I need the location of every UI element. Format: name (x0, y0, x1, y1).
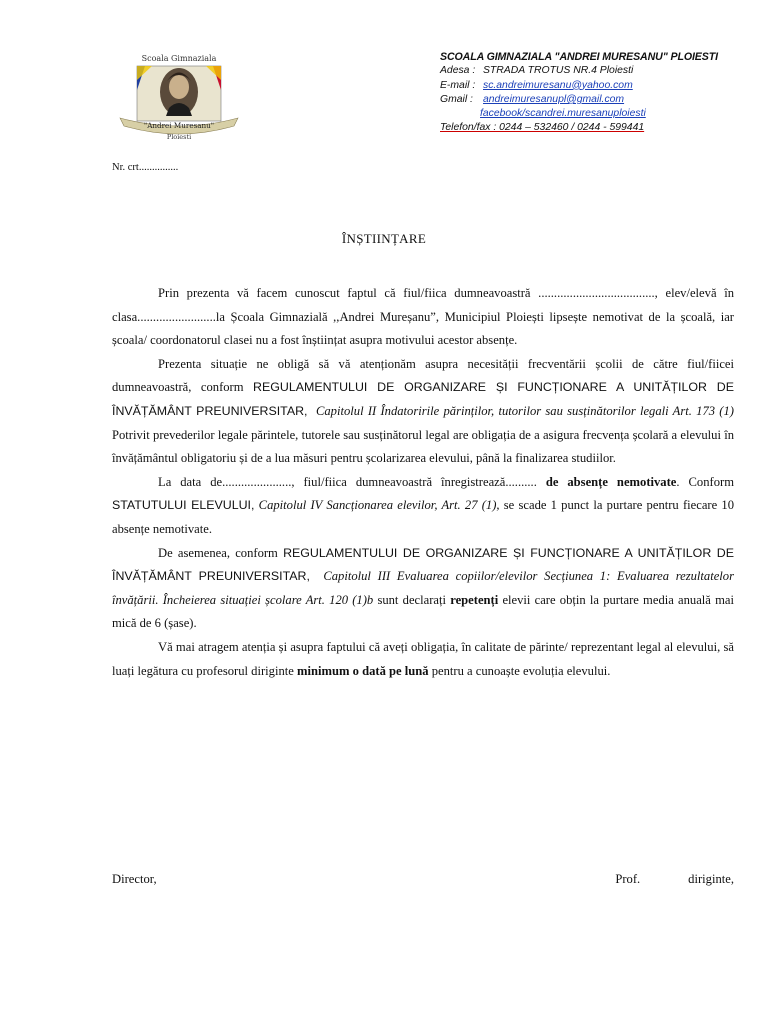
p3-statute-caps: STATUTULUI ELEVULUI, (112, 498, 255, 513)
p3-text-b: . Conform (676, 474, 734, 489)
p1-text: Prin prezenta vă facem cunoscut faptul că fiul/fiica dumneavoastră ....................................., elev/elevă în clasa.........................la Școala Gimnazială ,,Andrei Mureșanu”, Municipiul Ploiești lipsește nemotivat de la școală, iar școala/ coordonatorul clasei nu a fost înștiințat asupra motivului acestor absențe. (112, 286, 734, 348)
p3-chapter-italic: Capitolul IV Sancționarea elevilor, Art. 27 (1), (258, 498, 500, 513)
paragraph-5 (112, 636, 734, 683)
email-line (440, 79, 760, 93)
paragraph-1 (112, 282, 734, 353)
p3-text-a: La data de......................, fiul/fiica dumneavoastră înregistrează.......... (158, 474, 546, 489)
logo-bottom-text: Ploiesti (166, 133, 192, 141)
p2-chapter-italic: Capitolul II Îndatoririle părinților, tutorilor sau susținătorilor legali Art. 173 (1) (315, 403, 734, 418)
email-link[interactable]: sc.andreimuresanu@yahoo.com (483, 79, 633, 91)
school-name: SCOALA GIMNAZIALA "ANDREI MURESANU" PLOIESTI (440, 51, 718, 63)
document-body (112, 282, 734, 683)
p5-bold: minimum o dată pe lună (297, 663, 429, 678)
logo-ribbon-text: "Andrei Muresanu" (143, 121, 215, 130)
p5-text-b: pentru a cunoaște evoluția elevului. (428, 663, 611, 678)
p2-regulation-caps: REGULAMENTULUI DE ORGANIZARE ȘI FUNCȚIONARE A UNITĂȚILOR DE ÎNVĂȚĂMÂNT PREUNIVERSITAR, (112, 380, 734, 418)
paragraph-3 (112, 471, 734, 542)
paragraph-2 (112, 353, 734, 471)
p5-text-a: Vă mai atragem atenția și asupra faptului că aveți obligația, în calitate de părinte/ reprezentant legal al elevului, să luați legătura cu profesorul diriginte (112, 639, 734, 678)
gmail-label: Gmail : (440, 93, 473, 105)
address-label: Adesa : (440, 65, 476, 77)
p4-text-c: elevii care obțin la purtare media anuală mai mică de 6 (șase). (112, 592, 734, 631)
p3-text-c: se scade 1 punct la purtare pentru fiecare 10 absențe nemotivate. (112, 498, 734, 536)
gmail-link[interactable]: andreimuresanupl@gmail.com (483, 93, 625, 105)
teacher-signature (615, 872, 734, 887)
p4-chapter-italic: Capitolul III Evaluarea copiilor/elevilor Secțiunea 1: Evaluarea rezultatelor învățării. Încheierea situației școlare Art. 120 (1)b (112, 569, 734, 607)
p2-text-b: Potrivit prevederilor legale părintele, tutorele sau susținătorul legal are obligația de a asigura frecvența școlară a elevului în învățământul obligatoriu și de a lua măsuri pentru școlarizarea elevului, până la finalizarea studiilor. (112, 427, 734, 466)
signature-row (112, 872, 734, 887)
address-value: STRADA TROTUS NR.4 Ploiesti (483, 65, 634, 77)
p4-text-b: sunt declarați (373, 592, 451, 607)
school-contact-header (440, 50, 760, 136)
address-line (440, 64, 760, 78)
gmail-line (440, 93, 760, 107)
document-title: ÎNȘTIINȚARE (341, 231, 427, 246)
p4-regulation-caps: REGULAMENTULUI DE ORGANIZARE ȘI FUNCȚIONARE A UNITĂȚILOR DE ÎNVĂȚĂMÂNT PREUNIVERSITAR, (112, 545, 734, 584)
logo-top-text: Scoala Gimnaziala (141, 54, 217, 63)
p4-text-a: De asemenea, conform (158, 545, 284, 560)
email-label: E-mail : (440, 79, 476, 91)
diriginte-label: diriginte, (688, 872, 734, 886)
phone-fax-line: Telefon/fax : 0244 – 532460 / 0244 - 599441 (440, 122, 645, 134)
p2-text-a: Prezenta situație ne obligă să vă atenționăm asupra necesității frecventării școlii de către fiul/fiicei dumneavoastră, conform (112, 356, 734, 395)
p4-bold: repetenți (450, 592, 499, 607)
school-logo (112, 50, 246, 142)
paragraph-4 (112, 542, 734, 636)
prof-label: Prof. (615, 872, 641, 886)
director-signature: Director, (112, 872, 157, 886)
registration-number: Nr. crt............... (112, 162, 179, 173)
facebook-link[interactable]: facebook/scandrei.muresanuploiesti (480, 108, 646, 120)
p3-bold: de absențe nemotivate (545, 474, 677, 489)
